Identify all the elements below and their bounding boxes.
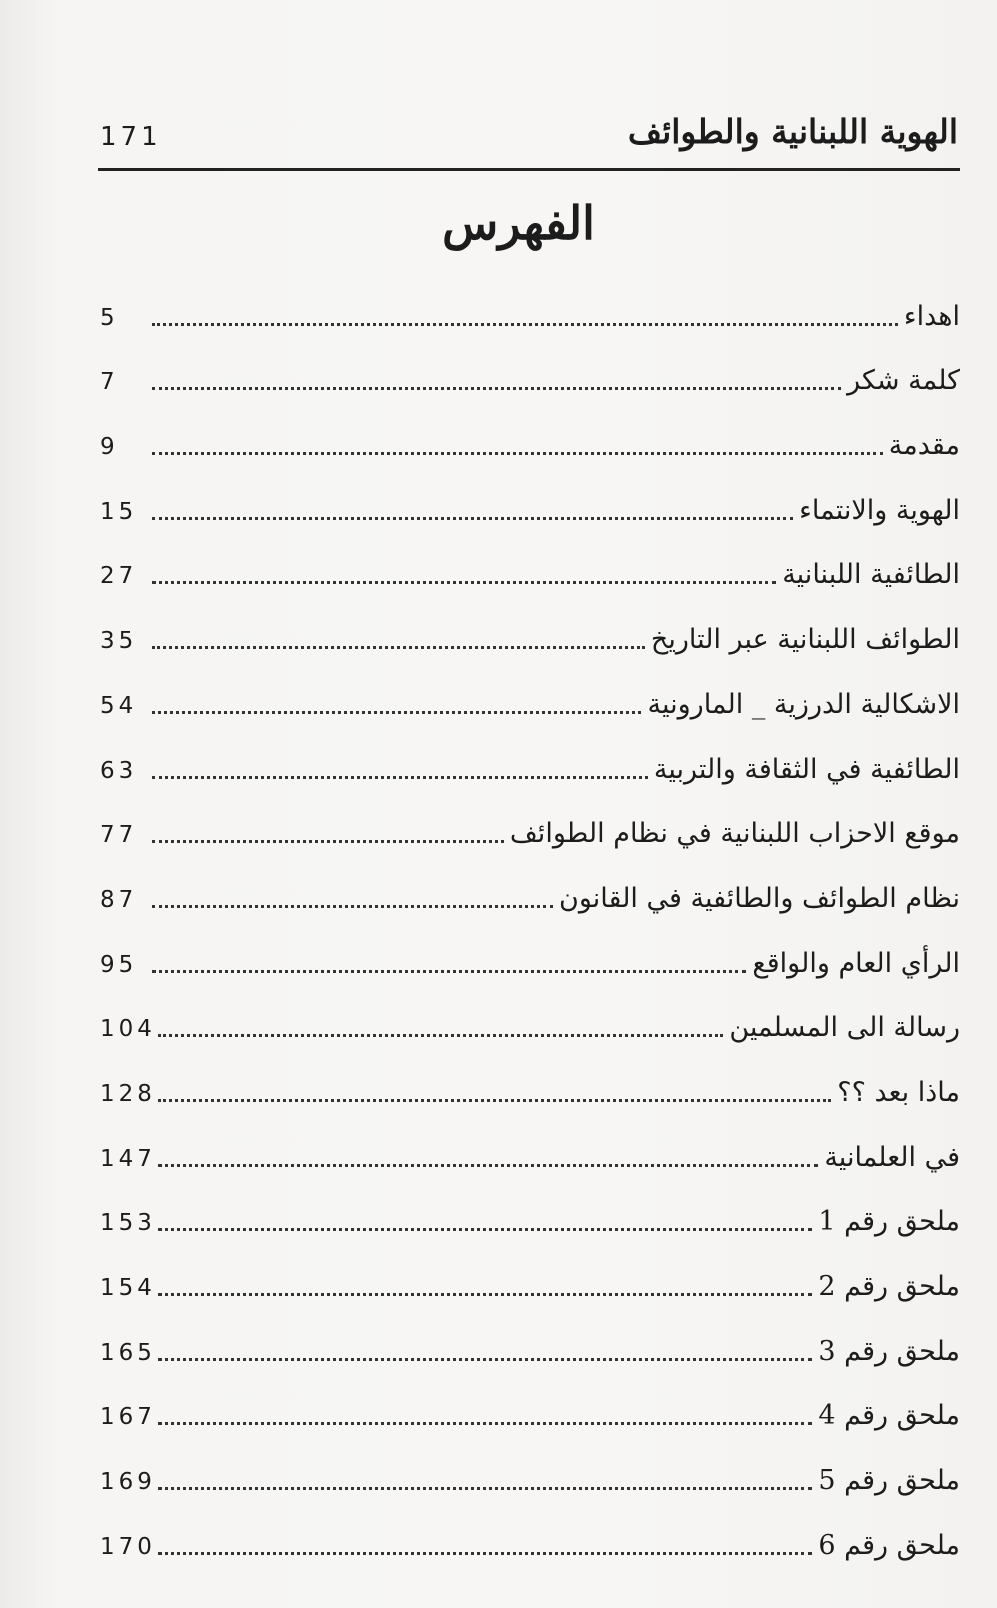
dot-leader — [152, 905, 553, 908]
dot-leader — [152, 776, 648, 779]
toc-entry — [100, 404, 960, 469]
toc-entry — [100, 857, 960, 922]
toc-entry-label: ملحق رقم 3 — [818, 1335, 960, 1367]
toc-entry-page: 154 — [100, 1275, 156, 1301]
page-number: 171 — [100, 122, 162, 152]
toc-entry-label: رسالة الى المسلمين — [729, 1012, 960, 1044]
toc-entry — [100, 469, 960, 534]
toc-entry-page: 63 — [100, 757, 138, 784]
toc-entry-label: كلمة شكر — [847, 365, 960, 397]
toc-entry — [100, 598, 960, 663]
header-rule — [98, 168, 960, 171]
toc-entry-page: 169 — [100, 1469, 156, 1496]
toc-entry — [100, 275, 960, 340]
dot-leader — [158, 1099, 831, 1102]
toc-list — [100, 275, 960, 1569]
toc-entry-label: الاشكالية الدرزية _ المارونية — [647, 688, 960, 720]
running-header — [98, 108, 958, 168]
toc-entry-page: 35 — [100, 628, 138, 655]
toc-entry-label: ملحق رقم 2 — [818, 1271, 960, 1302]
toc-entry-page: 170 — [100, 1533, 156, 1560]
toc-entry-page: 95 — [100, 951, 138, 978]
dot-leader — [158, 1487, 812, 1490]
toc-entry-label: ملحق رقم 4 — [818, 1400, 960, 1432]
toc-entry — [100, 728, 960, 793]
dot-leader — [158, 1293, 812, 1296]
toc-entry-label: الطائفية اللبنانية — [782, 559, 960, 591]
toc-entry-label: الرأي العام والواقع — [752, 947, 960, 979]
toc-entry-label: ملحق رقم 5 — [818, 1465, 960, 1497]
toc-entry — [100, 1181, 960, 1246]
dot-leader — [158, 1552, 812, 1555]
dot-leader — [158, 1164, 818, 1167]
toc-entry-label: ملحق رقم 1 — [818, 1206, 960, 1238]
toc-entry — [100, 987, 960, 1052]
toc-entry — [100, 793, 960, 858]
toc-entry-page: 15 — [100, 498, 138, 525]
toc-entry-label: الهوية والانتماء — [799, 494, 960, 526]
toc-entry — [100, 1504, 960, 1569]
dot-leader — [152, 452, 883, 455]
toc-entry-page: 77 — [100, 822, 138, 849]
toc-entry-label: ماذا بعد ؟؟ — [837, 1076, 960, 1108]
dot-leader — [158, 1034, 723, 1037]
toc-entry-label: في العلمانية — [824, 1141, 960, 1173]
toc-entry-page: 9 — [100, 434, 119, 461]
dot-leader — [152, 840, 504, 843]
toc-entry — [100, 1439, 960, 1504]
toc-entry — [100, 1375, 960, 1440]
toc-entry-label: ملحق رقم 6 — [818, 1529, 960, 1561]
dot-leader — [152, 711, 641, 714]
toc-entry-page: 27 — [100, 563, 138, 590]
toc-entry-page: 167 — [100, 1404, 156, 1431]
dot-leader — [152, 387, 841, 390]
toc-entry — [100, 663, 960, 728]
dot-leader — [152, 970, 746, 973]
toc-entry-label: نظام الطوائف والطائفية في القانون — [559, 882, 960, 914]
toc-entry-page: 147 — [100, 1145, 156, 1172]
running-title: الهوية اللبنانية والطوائف — [627, 112, 958, 151]
toc-entry — [100, 1245, 960, 1310]
toc-entry — [100, 922, 960, 987]
toc-title: الفهرس — [442, 196, 595, 250]
toc-entry-page: 128 — [100, 1080, 156, 1107]
toc-entry — [100, 534, 960, 599]
dot-leader — [152, 323, 898, 326]
toc-entry-label: موقع الاحزاب اللبنانية في نظام الطوائف — [509, 818, 960, 850]
toc-entry-label: الطائفية في الثقافة والتربية — [653, 753, 960, 785]
toc-entry — [100, 1051, 960, 1116]
dot-leader — [152, 646, 645, 649]
dot-leader — [152, 517, 793, 520]
dot-leader — [158, 1422, 812, 1425]
dot-leader — [152, 581, 776, 584]
toc-entry-page: 104 — [100, 1016, 156, 1043]
toc-entry — [100, 340, 960, 405]
toc-entry — [100, 1310, 960, 1375]
toc-entry-page: 54 — [100, 692, 138, 719]
toc-entry-label: اهداء — [903, 300, 960, 332]
toc-entry-page: 5 — [100, 304, 119, 331]
toc-entry-label: الطوائف اللبنانية عبر التاريخ — [650, 624, 960, 656]
dot-leader — [158, 1228, 812, 1231]
toc-entry-page: 7 — [100, 369, 119, 396]
toc-entry — [100, 1116, 960, 1181]
toc-entry-page: 153 — [100, 1210, 156, 1237]
toc-entry-page: 165 — [100, 1339, 156, 1366]
toc-entry-label: مقدمة — [888, 430, 960, 462]
toc-entry-page: 87 — [100, 886, 138, 913]
dot-leader — [158, 1358, 812, 1361]
